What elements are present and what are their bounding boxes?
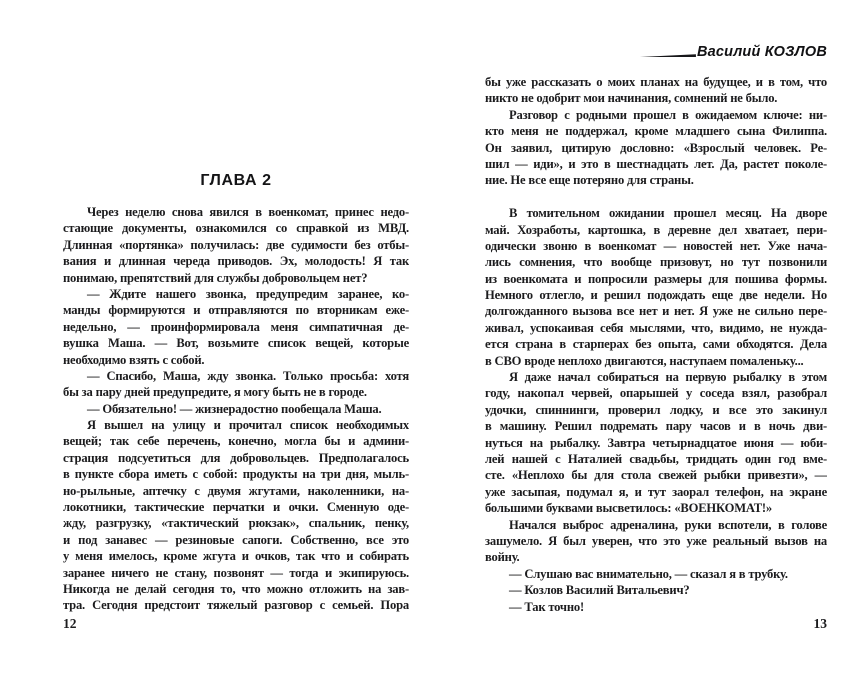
text-line: живал, успокаивая себя мыслями, что, видимо, не нужда-: [485, 320, 827, 335]
text-line: понимаю, препятствий для службы добровольцем нет?: [63, 270, 368, 285]
text-line: Разговор с родными прошел в ожидаемом ключе: ни-: [509, 107, 827, 122]
right-page-number: 13: [813, 616, 827, 631]
text-line: лей нашей с Наталией свадьбы, тридцать один год вме-: [485, 451, 827, 466]
right-page-body: [485, 74, 827, 615]
left-page-number: 12: [63, 616, 77, 631]
paragraph: [63, 204, 409, 286]
text-line: В томительном ожидании прошел месяц. На дворе: [509, 206, 827, 221]
paragraph: [485, 74, 827, 107]
paragraph: [485, 599, 827, 615]
text-line: ние. Не все еще потеряно для страны.: [485, 173, 694, 188]
text-line: кто меня не поддержал, кроме младшего сына Филиппа.: [485, 124, 827, 139]
text-line: страция подсуетиться для добровольцев. Предполагалось: [63, 450, 409, 465]
paragraph: [63, 417, 409, 614]
text-line: жду, разгрузку, «тактический рюкзак», спальник, пенку,: [63, 516, 409, 531]
text-line: в СВО вроде неплохо двигаются, наступаем помаленьку...: [485, 353, 804, 368]
text-line: из военкомата и попросили размеры для пошива формы.: [485, 271, 827, 286]
left-page-body: [63, 204, 409, 614]
text-line: бы уже рассказать о моих планах на будущее, и в том, что: [485, 75, 827, 89]
text-line: Я вышел на улицу и прочитал список необходимых: [87, 418, 409, 433]
text-line: Длинная «портянка» получилась: две судимости без отбы-: [63, 237, 409, 252]
text-line: необходимо взять с собой.: [63, 352, 205, 367]
text-line: зашумело. Я был уверен, что это уже реальный вызов на: [485, 533, 827, 548]
text-line: долгожданного вызова все нет и нет. Я уже не сильно пере-: [485, 304, 827, 319]
author-name: Василий КОЗЛОВ: [696, 44, 827, 60]
text-line: Я даже начал собираться на первую рыбалку в этом: [509, 370, 827, 385]
text-line: одически звоню в военкомат — новостей нет. Уже нача-: [485, 238, 827, 253]
text-line: в пункте сбора иметь с собой: продукты на три дня, мыль-: [63, 467, 409, 482]
header-rule-line: [640, 54, 696, 57]
text-line: — Так точно!: [509, 599, 584, 614]
text-line: и под занавес — резиновые сапоги. Собственно, все это: [63, 532, 409, 547]
text-line: Начался выброс адреналина, руки вспотели, в голове: [509, 517, 827, 532]
text-line: вушка Маша. — Вот, возьмите список вещей, которые: [63, 336, 409, 351]
paragraph: [485, 369, 827, 517]
running-header: [485, 44, 827, 60]
paragraph: [63, 368, 409, 401]
text-line: тра. Сегодня предстоит тяжелый разговор с семьей. Пора: [63, 598, 409, 613]
text-line: вещей; так себе перечень, конечно, могла бы и админи-: [63, 434, 409, 449]
text-line: стающие документы, ознакомился со справкой из МВД.: [63, 221, 409, 236]
text-line: манды формируются и отправляются по вторникам еже-: [63, 303, 409, 318]
text-line: году, накопал червей, опарышей у соседа взял, разобрал: [485, 386, 827, 401]
text-line: — Ждите нашего звонка, предупредим заранее, ко-: [87, 286, 409, 301]
text-line: в машину. Решил подремать пару часов и в ночь дви-: [485, 419, 827, 434]
paragraph: [485, 582, 827, 598]
text-line: Никогда не делай сегодня то, что можно отложить на зав-: [63, 581, 409, 596]
paragraph: [485, 205, 827, 369]
text-line: но-рыльные, аптечку с двумя жгутами, наколенники, на-: [63, 483, 409, 498]
text-line: вания и длинная череда приводов. Эх, молодость! Я так: [63, 254, 409, 269]
text-line: — Козлов Василий Витальевич?: [509, 583, 690, 598]
text-line: — Спасибо, Маша, жду звонка. Только просьба: хотя: [87, 368, 409, 383]
paragraph: [63, 286, 409, 368]
text-line: войну.: [485, 550, 520, 565]
text-line: локотники, тактические перчатки и очки. Сменную оде-: [63, 500, 409, 515]
text-line: уже засыпая, подумал я, и тут заорал телефон, на экране: [485, 484, 827, 499]
text-line: шил — иди», и это в шестнадцать лет. Да, растет поколе-: [485, 156, 827, 171]
text-line: май. Хозработы, картошка, в деревне дел хватает, пери-: [485, 222, 827, 237]
text-line: нуться на рыбалку. Завтра четырнадцатое июня — юби-: [485, 435, 827, 450]
text-line: бы за пару дней предупредите, я могу быть не в городе.: [63, 385, 367, 400]
text-line: удочки, спиннинги, проверил лодку, и все это закинул: [485, 402, 827, 417]
paragraph: [485, 566, 827, 582]
text-line: лись сомнения, что вообще призовут, но тут позвонили: [485, 255, 827, 270]
text-line: ется страна в старперах без опыта, сами обходятся. Дела: [485, 337, 827, 352]
text-line: у меня имелось, кроме жгута и очков, так что и собирать: [63, 549, 409, 564]
chapter-title: ГЛАВА 2: [200, 172, 272, 189]
text-line: Немного отлегло, и решил подождать еще две недели. Но: [485, 288, 827, 303]
text-line: — Слушаю вас внимательно, — сказал я в трубку.: [509, 566, 788, 581]
text-line: сте. «Неплохо бы для стола свежей рыбки привезти», —: [485, 468, 827, 483]
text-line: недельно, — проинформировала меня симпатичная де-: [63, 319, 409, 334]
text-line: Через неделю снова явился в военкомат, принес недо-: [87, 205, 409, 219]
paragraph: [485, 517, 827, 566]
text-line: Он заявил, цитирую дословно: «Взрослый человек. Ре-: [485, 140, 827, 155]
paragraph: [63, 401, 409, 417]
text-line: большими буквами высветилось: «ВОЕНКОМАТ!»: [485, 501, 772, 516]
paragraph: [485, 107, 827, 189]
text-line: заранее ничего не стану, позвонят — тогда и экипируюсь.: [63, 565, 409, 580]
text-line: никто не одобрит мои начинания, сомнений не было.: [485, 91, 778, 106]
text-line: — Обязательно! — жизнерадостно пообещала Маша.: [87, 401, 382, 416]
